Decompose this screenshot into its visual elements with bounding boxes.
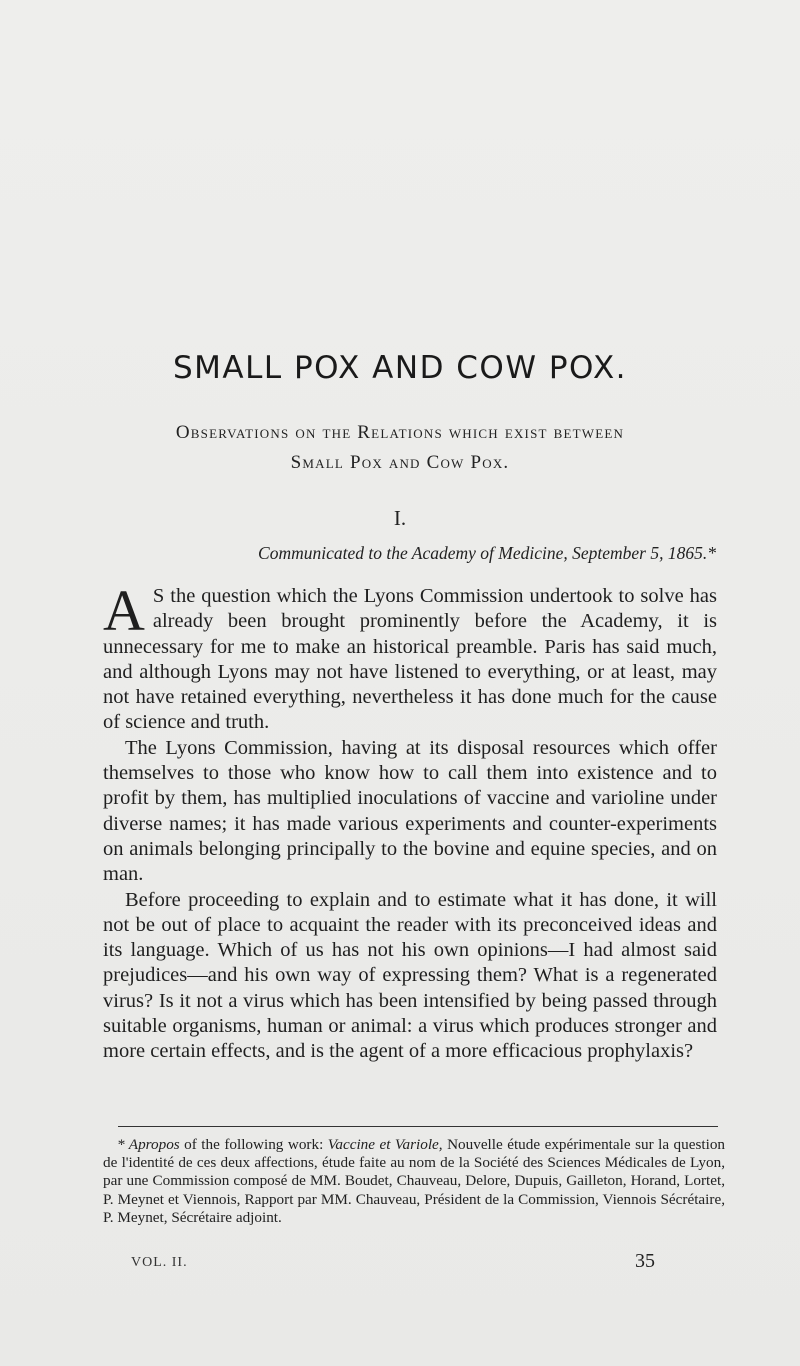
paragraph-1-text: S the question which the Lyons Commission undertook to solve has already been brought prominently before the Academy, it is unnecessary for me to make an historical preamble. Paris has said much, and although Lyons may not have listened to everything, or at least, may not have retained everything, nevertheless it has done much for the cause of science and truth. bbox=[103, 585, 717, 734]
page-number: 35 bbox=[635, 1250, 655, 1272]
paragraph-1 bbox=[103, 578, 717, 736]
article-body bbox=[103, 578, 717, 1065]
article-subtitle bbox=[100, 418, 700, 478]
volume-label: VOL. II. bbox=[131, 1255, 188, 1270]
article-title: SMALL POX AND COW POX. bbox=[172, 350, 628, 386]
footnote-marker: * Apropos bbox=[117, 1136, 180, 1153]
footnote-divider bbox=[118, 1126, 718, 1127]
footnote bbox=[103, 1136, 725, 1227]
subtitle-line-2: Small Pox and Cow Pox. bbox=[290, 452, 510, 473]
footnote-text-a: of the following work: bbox=[179, 1136, 328, 1153]
drop-cap: A bbox=[103, 578, 145, 643]
paragraph-3: Before proceeding to explain and to estimate what it has done, it will not be out of place to acquaint the reader with its preconceived ideas and its language. Which of us has not his own opinions—I had almost said prejudices—and his own way of expressing them? What is a regenerated virus? Is it not a virus which has been intensified by being passed through suitable organisms, human or animal: a virus which produces stronger and more certain effects, and is the agent of a more efficacious prophylaxis? bbox=[103, 888, 717, 1063]
subtitle-line-1: Observations on the Relations which exist between bbox=[175, 422, 625, 443]
footnote-work-title: Vaccine et Variole, bbox=[327, 1136, 443, 1153]
part-numeral: I. bbox=[393, 506, 407, 530]
communication-note: Communicated to the Academy of Medicine, September 5, 1865.* bbox=[258, 543, 716, 563]
paragraph-2: The Lyons Commission, having at its disposal resources which offer themselves to those who know how to call them into existence and to profit by them, has multiplied inoculations of vaccine and varioline under diverse names; it has made various experiments and counter-experiments on animals belonging principally to the bovine and equine species, and on man. bbox=[103, 736, 717, 886]
footnote-text-b: Nouvelle étude expérimentale sur la question de l'identité de ces deux affections, étude faite au nom de la Société des Sciences Médicales de Lyon, par une Commission composé de MM. Boudet, Chauveau, Delore, Dupuis, Gailleton, Horand, Lortet, P. Meynet et Viennois, Rapport par MM. Chauveau, Président de la Commission, Viennois Sécrétaire, P. Meynet, Sécrétaire adjoint. bbox=[103, 1136, 726, 1226]
